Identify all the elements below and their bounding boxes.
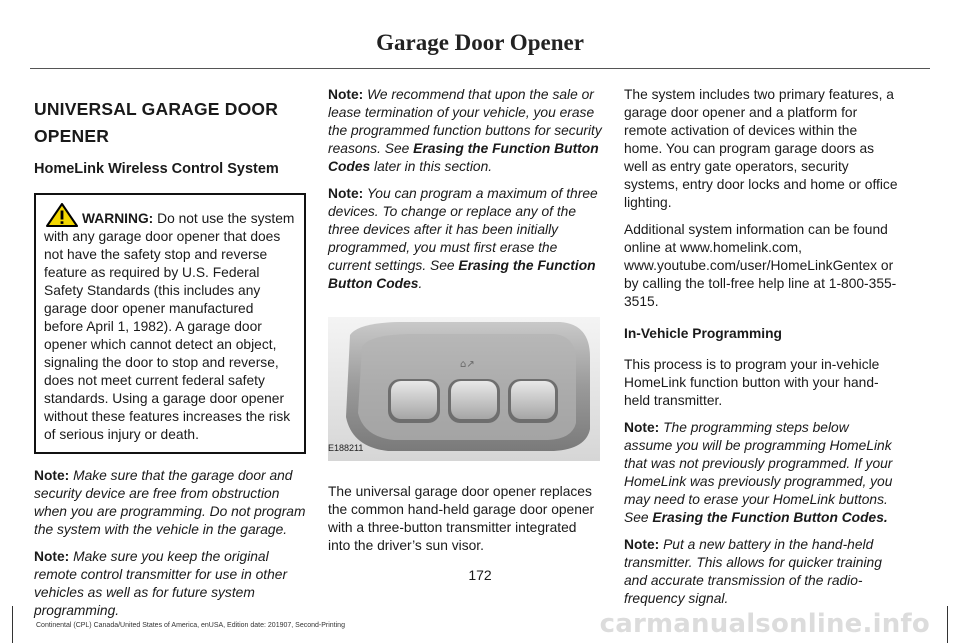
note-label: Note: [328, 87, 364, 102]
note-text: The programming steps below assume you will be programming HomeLink that was not previously programmed. If your HomeLink was previously programmed, you may need to erase your HomeLink buttons. See [624, 420, 893, 525]
section-heading-line2: OPENER [34, 126, 110, 146]
header-divider [30, 68, 930, 69]
note-label: Note: [34, 468, 70, 483]
note-label: Note: [624, 420, 660, 435]
note-label: Note: [34, 549, 70, 564]
note-keep-transmitter [34, 548, 306, 620]
note-text: You can program a maximum of three devices. To change or replace any of the three devices after it has been initially programmed, you must first erase the current settings. See [328, 186, 598, 273]
page-header-title: Garage Door Opener [376, 30, 584, 55]
note-tail: later in this section. [370, 159, 493, 174]
column-1 [34, 86, 306, 629]
paragraph-process: This process is to program your in-vehicle HomeLink function button with your hand-held transmitter. [624, 357, 880, 408]
homelink-photo-graphic [328, 317, 600, 461]
crop-mark-left [12, 606, 13, 643]
warning-text: Do not use the system with any garage door opener that does not have the safety stop and reverse feature as required by U.S. Federal Safety Standards (this includes any garage door opener manufactured before April 1, 1982). A garage door opener which cannot detect an object, signaling the door to stop and reverse, does not meet current federal safety standards. Using a garage door opener without these features increases the risk of serious injury or death. [44, 211, 295, 442]
warning-box [34, 193, 306, 454]
column-2 [328, 86, 602, 564]
cross-reference-link[interactable]: Erasing the Function Button Codes [328, 258, 596, 291]
homelink-button-2-icon [451, 381, 497, 419]
note-label: Note: [624, 537, 660, 552]
note-tail: . [418, 276, 423, 291]
cross-reference-link[interactable]: Erasing the Function Button Codes [328, 141, 599, 174]
note-erase-on-sale [328, 86, 602, 176]
note-text: Make sure you keep the original remote control transmitter for use in other vehicles as well as for future system programming. [34, 549, 288, 618]
paragraph-additional-info: Additional system information can be found online at www.homelink.com, www.youtube.com/user/HomeLinkGentex or by calling the toll-free help line at 1-800-355-3515. [624, 222, 897, 309]
page-number: 172 [468, 567, 492, 583]
homelink-button-3-icon [511, 381, 555, 419]
warning-label: WARNING: [82, 211, 154, 226]
warning-icon [46, 203, 78, 227]
note-max-devices [328, 185, 602, 293]
watermark: carmanualsonline.info [599, 609, 930, 639]
homelink-button-1-icon [391, 381, 437, 419]
paragraph-features: The system includes two primary features, a garage door opener and a platform for remote activation of devices within the home. You can program garage doors as well as entry gate operators, security systems, entry door locks and home or office lighting. [624, 87, 898, 210]
section-heading [34, 96, 306, 150]
image-id: E188211 [328, 443, 364, 453]
note-previously-programmed [624, 419, 898, 527]
note-obstruction [34, 467, 306, 539]
footer-edition-info: Continental (CPL) Canada/United States of America, enUSA, Edition date: 201907, Second-Printing [36, 622, 345, 629]
note-text: Make sure that the garage door and security device are free from obstruction when you are programming. Do not program the system with the vehicle in the garage. [34, 468, 306, 537]
section-heading-line1: UNIVERSAL GARAGE DOOR [34, 99, 279, 119]
subheading-in-vehicle-programming: In-Vehicle Programming [624, 326, 782, 341]
note-text: We recommend that upon the sale or lease termination of your vehicle, you erase the programmed function buttons for security reasons. See [328, 87, 602, 156]
cross-reference-link[interactable]: Erasing the Function Button Codes. [652, 510, 888, 525]
paragraph-intro: The universal garage door opener replaces the common hand-held garage door opener with a three-button transmitter integrated into the driver’s sun visor. [328, 484, 595, 553]
note-label: Note: [328, 186, 364, 201]
homelink-buttons-photo [328, 317, 600, 461]
column-3 [624, 86, 898, 617]
subheading: HomeLink Wireless Control System [34, 161, 279, 177]
homelink-symbol-icon: ⌂↗ [460, 359, 475, 370]
note-text: Put a new battery in the hand-held transmitter. This allows for quicker training and accurate transmission of the radio-frequency signal. [624, 537, 882, 606]
crop-mark-right [947, 606, 948, 643]
